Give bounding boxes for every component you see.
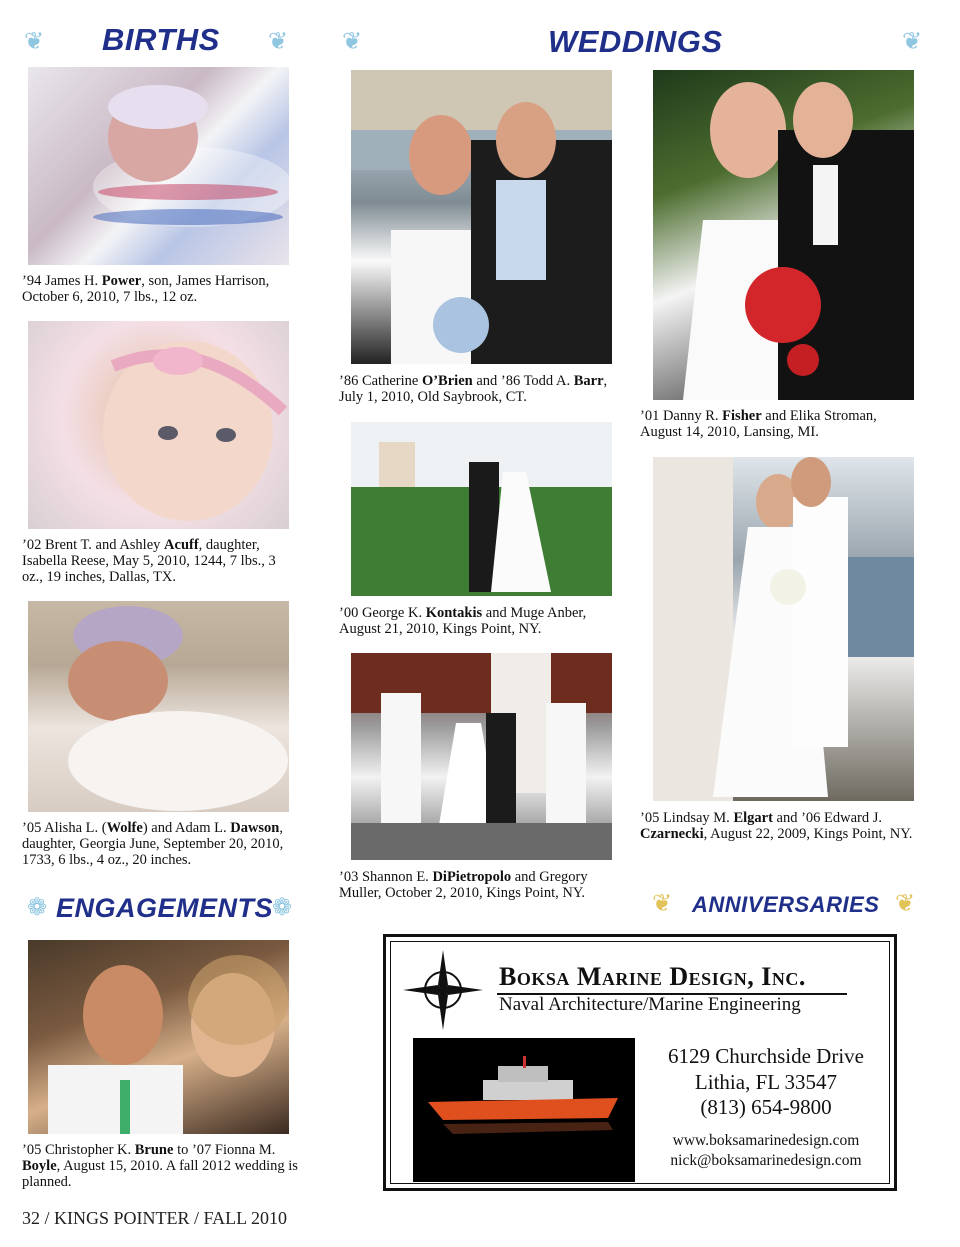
wedding-photo-fisher <box>653 70 914 400</box>
ad-website[interactable]: www.boksamarinedesign.com <box>672 1132 860 1149</box>
seahorse-icon: ❦ <box>268 29 289 55</box>
seahorse-icon: ❦ <box>895 891 916 917</box>
ad-email[interactable]: nick@boksamarinedesign.com <box>670 1152 862 1169</box>
wedding-photo-elgart-czarnecki <box>653 457 914 801</box>
engagement-photo <box>28 940 289 1134</box>
wedding-caption-obrien-barr: ’86 Catherine O’Brien and ’86 Todd A. Barr, July 1, 2010, Old Saybrook, CT. <box>339 373 608 405</box>
birth-photo-power <box>28 67 289 265</box>
ad-inner-border <box>390 941 890 1184</box>
seahorse-icon: ❦ <box>902 29 923 55</box>
birth-photo-dawson <box>28 601 289 812</box>
weddings-heading: WEDDINGS <box>548 24 723 59</box>
ad-street: 6129 Churchside Drive <box>668 1044 864 1068</box>
wedding-caption-dipietropolo: ’03 Shannon E. DiPietropolo and Gregory Muller, October 2, 2010, Kings Point, NY. <box>339 869 588 901</box>
boat-image <box>413 1038 635 1182</box>
page-folio: 32 / KINGS POINTER / FALL 2010 <box>22 1208 287 1228</box>
seahorse-icon: ❦ <box>652 891 673 917</box>
boksa-marine-design-ad <box>383 934 897 1191</box>
birth-photo-acuff <box>28 321 289 529</box>
wedding-caption-fisher: ’01 Danny R. Fisher and Elika Stroman, August 14, 2010, Lansing, MI. <box>640 408 877 440</box>
wedding-caption-kontakis: ’00 George K. Kontakis and Muge Anber, August 21, 2010, Kings Point, NY. <box>339 605 587 637</box>
wedding-caption-elgart-czarnecki: ’05 Lindsay M. Elgart and ’06 Edward J. Czarnecki, August 22, 2009, Kings Point, NY. <box>640 810 913 842</box>
wedding-photo-kontakis <box>351 422 612 596</box>
seahorse-icon: ❦ <box>342 29 363 55</box>
birth-caption-dawson: ’05 Alisha L. (Wolfe) and Adam L. Dawson, daughter, Georgia June, September 20, 2010, 1733, 6 lbs., 4 oz., 20 inches. <box>22 820 284 868</box>
ad-tagline: Naval Architecture/Marine Engineering <box>499 994 801 1015</box>
compass-rose-icon <box>403 950 483 1030</box>
seahorse-icon: ❦ <box>24 29 45 55</box>
wedding-photo-obrien-barr <box>351 70 612 364</box>
births-heading: BIRTHS <box>102 22 220 57</box>
ring-icon: ❁ <box>272 895 293 921</box>
wedding-photo-dipietropolo <box>351 653 612 860</box>
ring-icon: ❁ <box>27 895 48 921</box>
birth-caption-power: ’94 James H. Power, son, James Harrison, October 6, 2010, 7 lbs., 12 oz. <box>22 273 270 305</box>
engagement-caption: ’05 Christopher K. Brune to ’07 Fionna M. Boyle, August 15, 2010. A fall 2012 wedding is planned. <box>22 1142 298 1190</box>
ad-company-name: Boksa Marine Design, Inc. <box>499 962 806 991</box>
anniversaries-heading: ANNIVERSARIES <box>692 892 880 917</box>
birth-caption-acuff: ’02 Brent T. and Ashley Acuff, daughter, Isabella Reese, May 5, 2010, 1244, 7 lbs., 3 oz., 19 inches, Dallas, TX. <box>22 537 276 585</box>
ad-city: Lithia, FL 33547 <box>694 1070 838 1094</box>
engagements-heading: ENGAGEMENTS <box>56 893 274 923</box>
ad-phone: (813) 654-9800 <box>700 1095 832 1119</box>
